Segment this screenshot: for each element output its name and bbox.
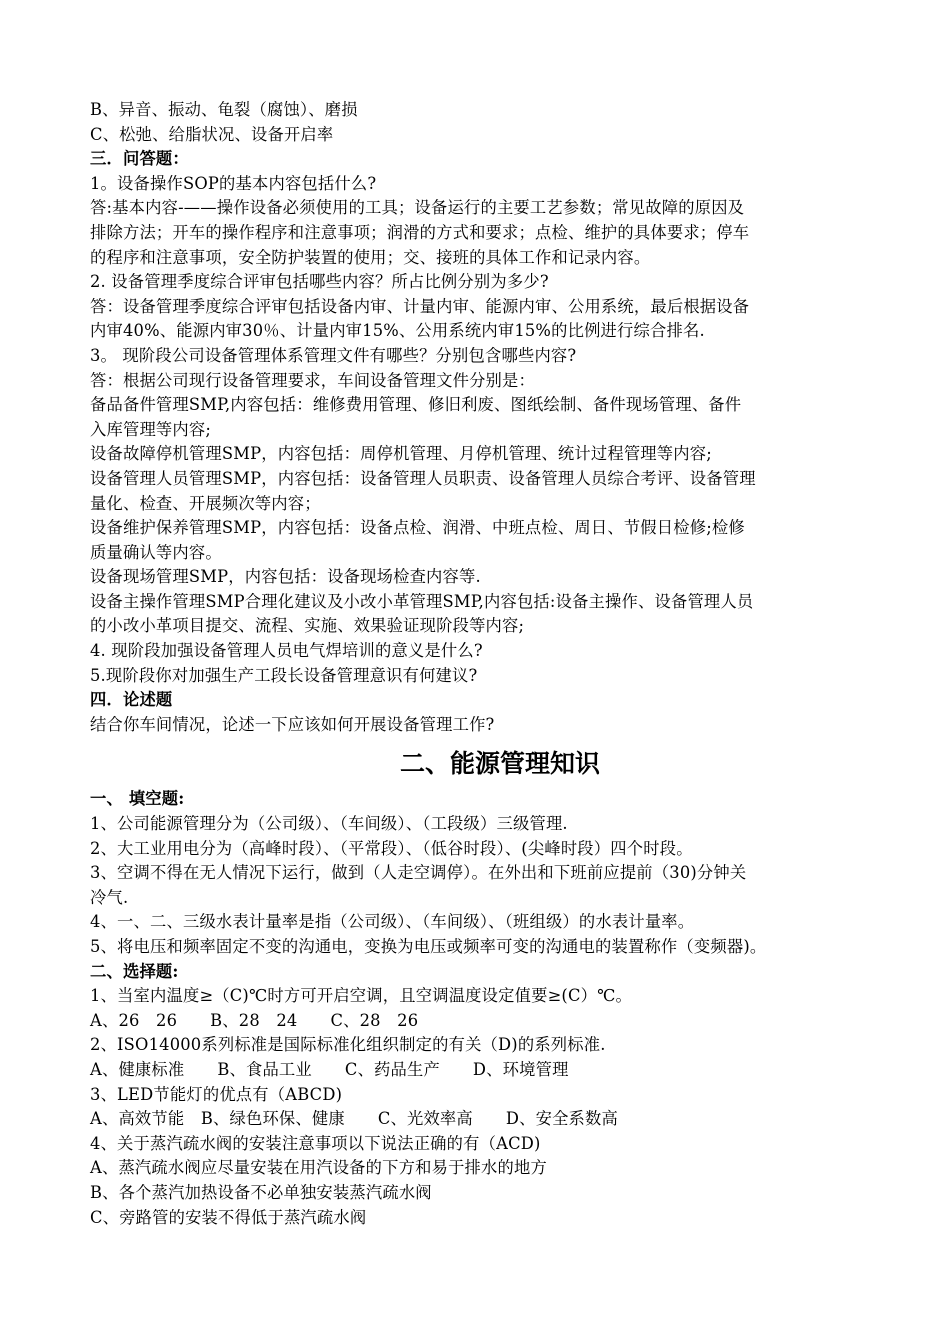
text-line: B、各个蒸汽加热设备不必单独安装蒸汽疏水阀 (90, 1182, 432, 1202)
text-line: 设备管理人员管理SMP，内容包括：设备管理人员职责、设备管理人员综合考评、设备管理 (90, 468, 756, 488)
text-line: A、高效节能 B、绿色环保、健康 C、光效率高 D、安全系数高 (90, 1109, 618, 1129)
section-title: 二、能源管理知识 (399, 749, 600, 779)
text-line: 质量确认等内容。 (90, 542, 222, 562)
text-line: 4. 现阶段加强设备管理人员电气焊培训的意义是什么? (90, 641, 483, 661)
text-line: 5、将电压和频率固定不变的沟通电，变换为电压或频率可变的沟通电的装置称作（变频器)。 (90, 937, 767, 956)
text-line: 1。设备操作SOP的基本内容包括什么? (90, 173, 377, 193)
text-line: 的程序和注意事项，安全防护装置的使用；交、接班的具体工作和记录内容。 (90, 247, 651, 267)
text-line: 备品备件管理SMP,内容包括：维修费用管理、修旧利废、图纸绘制、备件现场管理、备件 (90, 395, 742, 415)
text-line: 设备维护保养管理SMP，内容包括：设备点检、润滑、中班点检、周日、节假日检修;检修 (90, 518, 745, 538)
text-line: A、健康标准 B、食品工业 C、药品生产 D、环境管理 (90, 1059, 569, 1079)
text-line: A、蒸汽疏水阀应尽量安装在用汽设备的下方和易于排水的地方 (90, 1158, 547, 1178)
text-line: 设备现场管理SMP，内容包括：设备现场检查内容等. (90, 567, 481, 587)
text-line: 答:基本内容-——操作设备必须使用的工具；设备运行的主要工艺参数；常见故障的原因及 (90, 198, 745, 218)
text-line: 4、一、二、三级水表计量率是指（公司级）、（车间级）、（班组级）的水表计量率。 (90, 912, 695, 932)
text-line: 设备故障停机管理SMP，内容包括：周停机管理、月停机管理、统计过程管理等内容; (90, 444, 712, 464)
document-page (90, 98, 880, 1230)
text-line: 入库管理等内容; (90, 419, 212, 439)
text-line: 3、LED节能灯的优点有（ABCD) (90, 1084, 343, 1104)
text-line: 的小改小革项目提交、流程、实施、效果验证现阶段等内容; (90, 616, 525, 636)
text-line: 5.现阶段你对加强生产工段长设备管理意识有何建议? (90, 665, 478, 685)
section-heading: 一、 填空题: (90, 789, 185, 809)
text-line: A、26 26 B、28 24 C、28 26 (90, 1010, 419, 1030)
section-heading: 四．论述题 (90, 690, 173, 710)
text-line: B、异音、振动、龟裂（腐蚀）、磨损 (90, 100, 358, 119)
text-line: 答：设备管理季度综合评审包括设备内审、计量内审、能源内审、公用系统，最后根据设备 (90, 296, 750, 316)
text-line: 内审40%、能源内审30％、计量内审15%、公用系统内审15%的比例进行综合排名. (90, 321, 705, 341)
text-line: 设备主操作管理SMP合理化建议及小改小革管理SMP,内容包括:设备主操作、设备管理人员 (90, 591, 754, 611)
section-heading: 二、选择题: (90, 961, 179, 981)
text-line: 量化、检查、开展频次等内容； (90, 493, 321, 513)
text-line: 3。 现阶段公司设备管理体系管理文件有哪些？分别包含哪些内容? (90, 345, 577, 365)
text-line: 冷气. (90, 887, 129, 907)
text-line: 2、ISO14000系列标准是国际标准化组织制定的有关（D)的系列标准. (90, 1035, 606, 1055)
text-line: 答：根据公司现行设备管理要求，车间设备管理文件分别是： (90, 370, 535, 390)
text-line: 2、大工业用电分为（高峰时段）、（平常段）、（低谷时段）、(尖峰时段）四个时段。 (90, 838, 693, 858)
text-line: 3、空调不得在无人情况下运行，做到（人走空调停）。在外出和下班前应提前（30)分钟关 (90, 863, 747, 883)
text-line: 结合你车间情况，论述一下应该如何开展设备管理工作? (90, 714, 495, 734)
text-line: 2. 设备管理季度综合评审包括哪些内容？所占比例分别为多少? (90, 272, 549, 292)
text-line: 排除方法；开车的操作程序和注意事项；润滑的方式和要求；点检、维护的具体要求；停车 (90, 222, 750, 242)
text-line: C、旁路管的安装不得低于蒸汽疏水阀 (90, 1207, 367, 1227)
section-heading: 三．问答题： (90, 149, 189, 169)
energy-management-section (90, 787, 880, 1230)
text-line: 1、公司能源管理分为（公司级）、（车间级）、（工段级）三级管理. (90, 814, 568, 834)
text-line: 1、当室内温度≥（C)℃时方可开启空调，且空调温度设定值要≥(C）℃。 (90, 986, 633, 1006)
text-line: 4、关于蒸汽疏水阀的安装注意事项以下说法正确的有（ACD) (90, 1133, 541, 1153)
text-line: C、松弛、给脂状况、设备开启率 (90, 124, 334, 144)
qa-section (90, 98, 880, 737)
